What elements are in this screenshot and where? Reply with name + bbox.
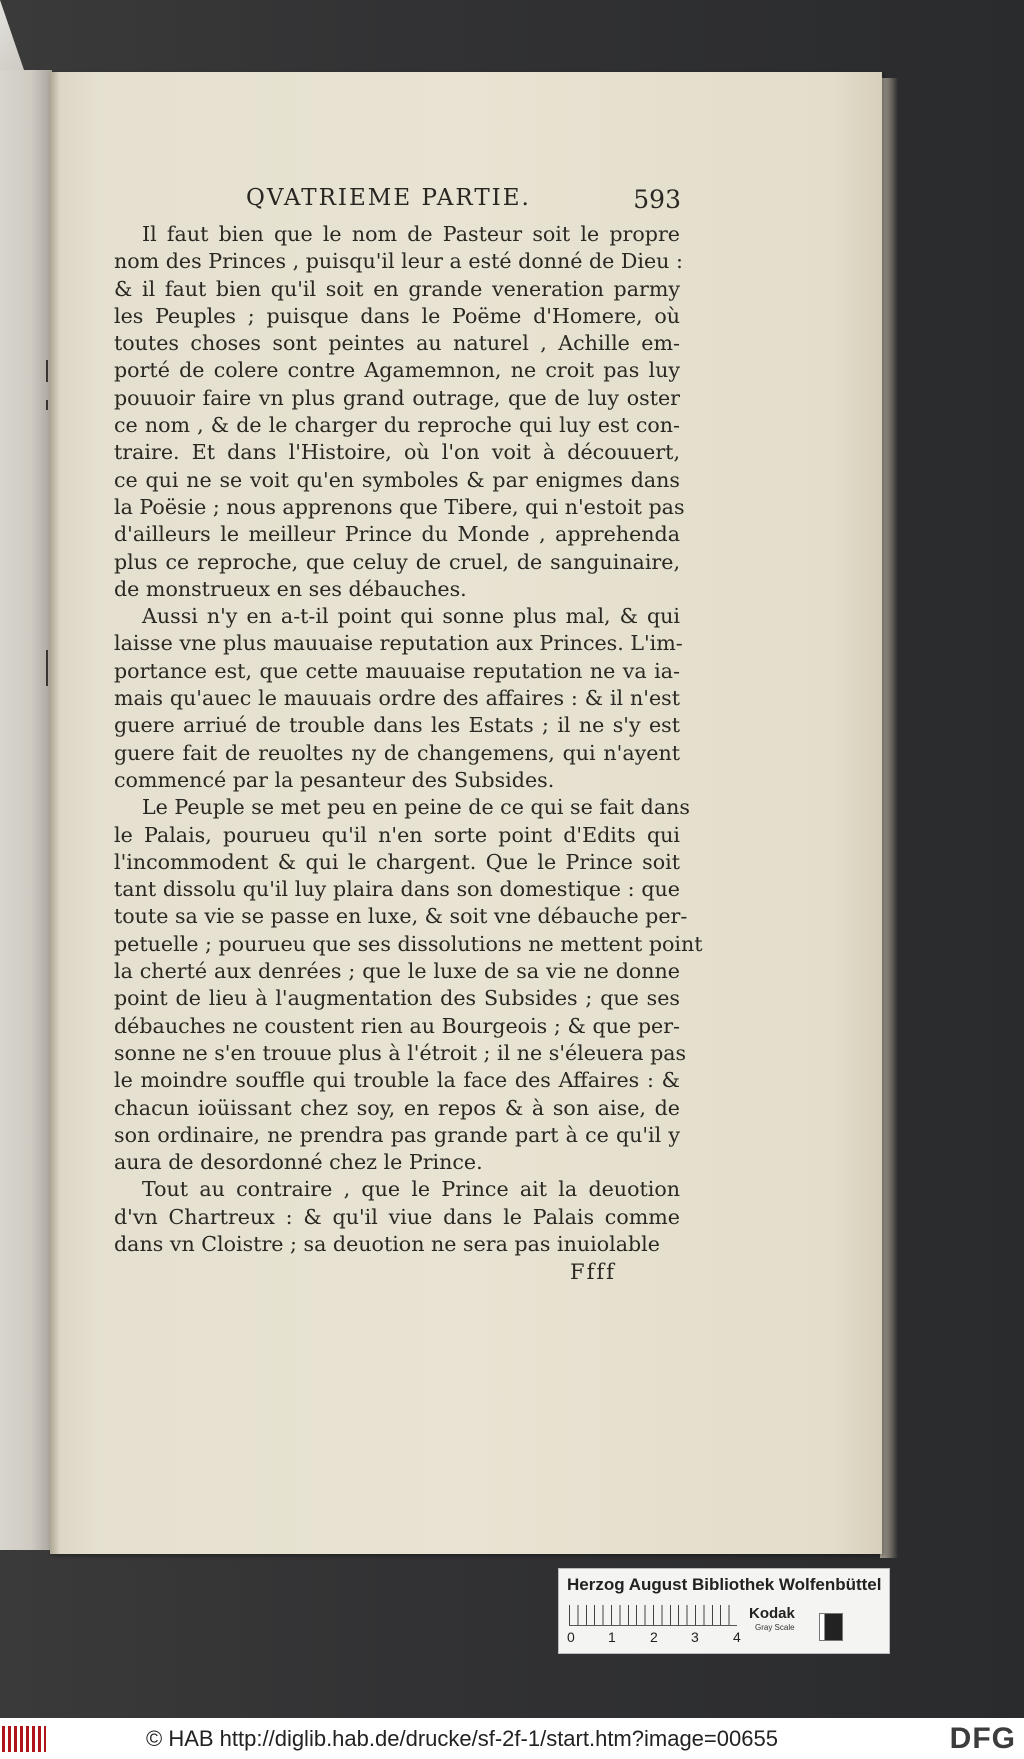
text-line: dans vn Cloistre ; sa deuotion ne sera pas inuiolable	[114, 1231, 660, 1256]
text-line: Le Peuple se met peu en peine de ce qui se fait dans	[142, 795, 690, 820]
margin-mark	[46, 360, 48, 382]
left-page-edge	[0, 70, 52, 1550]
text-line: la Poësie ; nous apprenons que Tibere, qui n'estoit pas	[114, 494, 685, 519]
text-line: guere fait de reuoltes ny de changemens, qui n'ayent	[114, 740, 680, 765]
text-line: le moindre souffle qui trouble la face des Affaires : &	[114, 1068, 680, 1093]
text-line: aura de desordonné chez le Prince.	[114, 1150, 483, 1175]
gray-scale-label: Gray Scale	[755, 1623, 795, 1632]
ruler-labels	[567, 1629, 747, 1647]
dfg-logo: DFG	[949, 1722, 1016, 1755]
body-text	[114, 221, 703, 1258]
gray-swatch	[819, 1613, 843, 1641]
text-line: chacun ioüissant chez soy, en repos & à son aise, de	[114, 1095, 680, 1120]
text-line: ce nom , & de le charger du reproche qui luy est con-	[114, 413, 680, 438]
margin-marks	[46, 360, 50, 760]
running-title: QVATRIEME PARTIE.	[246, 185, 531, 211]
margin-mark	[46, 400, 48, 410]
text-line: toutes choses sont peintes au naturel , Achille em-	[114, 331, 680, 356]
text-line: porté de colere contre Agamemnon, ne croit pas luy	[114, 358, 680, 383]
text-line: d'vn Chartreux : & qu'il viue dans le Palais comme	[114, 1204, 680, 1229]
text-line: mais qu'auec le mauuais ordre des affaires : & il n'est	[114, 686, 680, 711]
ruler-label: 4	[733, 1629, 741, 1645]
text-line: son ordinaire, ne prendra pas grande part à ce qu'il y	[114, 1122, 680, 1147]
color-target	[558, 1568, 890, 1654]
ruler-label: 1	[608, 1629, 616, 1645]
page-number: 593	[633, 185, 681, 214]
page-gutter	[50, 72, 60, 1554]
text-line: laisse vne plus mauuaise reputation aux Princes. L'im-	[114, 631, 683, 656]
text-line: Aussi n'y en a-t-il point qui sonne plus mal, & qui	[142, 604, 680, 629]
text-line: traire. Et dans l'Histoire, où l'on voit à découuert,	[114, 440, 680, 465]
text-line: les Peuples ; puisque dans le Poëme d'Homere, où	[114, 303, 680, 328]
scale-ruler	[569, 1605, 737, 1626]
footer-link[interactable]: © HAB http://diglib.hab.de/drucke/sf-2f-1/start.htm?image=00655	[146, 1726, 778, 1751]
text-line: de monstrueux en ses débauches.	[114, 576, 467, 601]
text-line: débauches ne coustent rien au Bourgeois ; & que per-	[114, 1013, 680, 1038]
text-line: nom des Princes , puisqu'il leur a esté donné de Dieu :	[114, 249, 683, 274]
text-line: sonne ne s'en trouue plus à l'étroit ; il ne s'éleuera pas	[114, 1040, 687, 1065]
text-line: d'ailleurs le meilleur Prince du Monde , apprehenda	[114, 522, 680, 547]
text-line: petuelle ; pourueu que ses dissolutions ne mettent point	[114, 931, 703, 956]
signature-mark: Ffff	[570, 1260, 616, 1284]
text-line: tant dissolu qu'il luy plaira dans son domestique : que	[114, 877, 680, 902]
text-line: toute sa vie se passe en luxe, & soit vne débauche per-	[114, 904, 688, 929]
text-line: commencé par la pesanteur des Subsides.	[114, 767, 555, 792]
text-line: la cherté aux denrées ; que le luxe de sa vie ne donne	[114, 959, 680, 984]
ruler-label: 2	[650, 1629, 658, 1645]
ruler-label: 3	[691, 1629, 699, 1645]
text-line: Tout au contraire , que le Prince ait la deuotion	[142, 1177, 680, 1202]
hab-logo-icon	[2, 1726, 46, 1752]
text-line: ce qui ne se voit qu'en symboles & par enigmes dans	[114, 467, 680, 492]
text-line: pouuoir faire vn plus grand outrage, que de luy oster	[114, 385, 680, 410]
text-line: portance est, que cette mauuaise reputation ne va ia-	[114, 658, 680, 683]
target-title: Herzog August Bibliothek Wolfenbüttel	[567, 1575, 882, 1594]
running-header	[246, 185, 681, 221]
text-line: & il faut bien qu'il soit en grande veneration parmy	[114, 276, 680, 301]
kodak-brand: Kodak	[749, 1605, 795, 1622]
text-line: l'incommodent & qui le chargent. Que le Prince soit	[114, 849, 680, 874]
text-line: le Palais, pourueu qu'il n'en sorte point d'Edits qui	[114, 822, 680, 847]
text-line: point de lieu à l'augmentation des Subsides ; que ses	[114, 986, 680, 1011]
margin-mark	[46, 650, 48, 686]
ruler-label: 0	[567, 1629, 575, 1645]
footer-bar	[0, 1718, 1024, 1759]
page-shadow	[880, 78, 898, 1558]
text-line: guere arriué de trouble dans les Estats ; il ne s'y est	[114, 713, 680, 738]
text-line: plus ce reproche, que celuy de cruel, de sanguinaire,	[114, 549, 680, 574]
text-line: Il faut bien que le nom de Pasteur soit le propre	[142, 222, 680, 246]
